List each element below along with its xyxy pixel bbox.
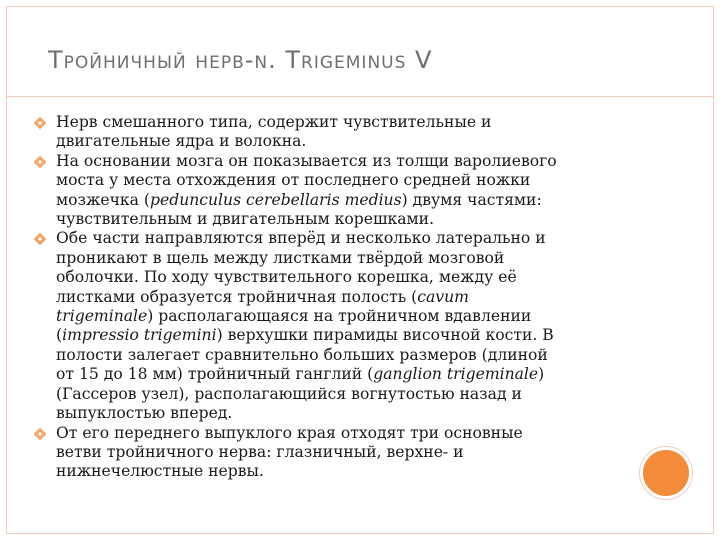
bullet-item — [34, 229, 644, 423]
latin-term: cavum trigeminale — [56, 287, 469, 326]
text-segment: Нерв смешанного типа, содержит чувствительные и двигательные ядра и волокна. — [56, 113, 492, 151]
bullet-text — [56, 229, 554, 423]
slide-title: Тройничный нерв-n. Trigeminus V — [48, 46, 433, 74]
bullet-text — [56, 113, 491, 152]
text-segment: ) двумя частями: чувствительным и двигательным корешками. — [56, 190, 542, 229]
decorative-circle — [640, 447, 692, 499]
text-segment: На основании мозга он показывается из толщи варолиевого моста у места отхождения от последнего средней ножки мозжечка ( — [56, 151, 557, 209]
title-divider — [6, 96, 714, 97]
latin-term: ganglion trigeminale — [373, 365, 539, 384]
latin-term: impressio trigemini — [62, 326, 217, 345]
text-segment: ) (Гассеров узел), располагающийся вогнутостью назад и выпуклостью вперед. — [56, 365, 545, 423]
bullet-item — [34, 152, 644, 230]
bullet-item — [34, 424, 644, 482]
latin-term: pedunculus cerebellaris medius — [150, 190, 402, 209]
bullet-list — [34, 113, 644, 482]
bullet-text — [56, 152, 557, 230]
text-segment: ) располагающаяся на тройничном вдавлении ( — [56, 307, 532, 345]
diamond-bullet-icon — [34, 230, 56, 248]
bullet-text — [56, 424, 523, 482]
text-segment: От его переднего выпуклого края отходят три основные ветви тройничного нерва: глазничный, верхне- и нижнечелюстные нервы. — [56, 423, 523, 481]
bullet-item — [34, 113, 644, 152]
text-segment: ) верхушки пирамиды височной кости. В полости залегает сравнительно больших размеров (длиной от 15 до 18 мм) тройничный ганглий ( — [56, 326, 554, 384]
diamond-bullet-icon — [34, 153, 56, 171]
diamond-bullet-icon — [34, 425, 56, 443]
text-segment: Обе части направляются вперёд и несколько латерально и проникают в щель между листками твёрдой мозговой оболочки. По ходу чувствительного корешка, между её листками образуется тройничная полость ( — [56, 229, 546, 306]
diamond-bullet-icon — [34, 114, 56, 132]
